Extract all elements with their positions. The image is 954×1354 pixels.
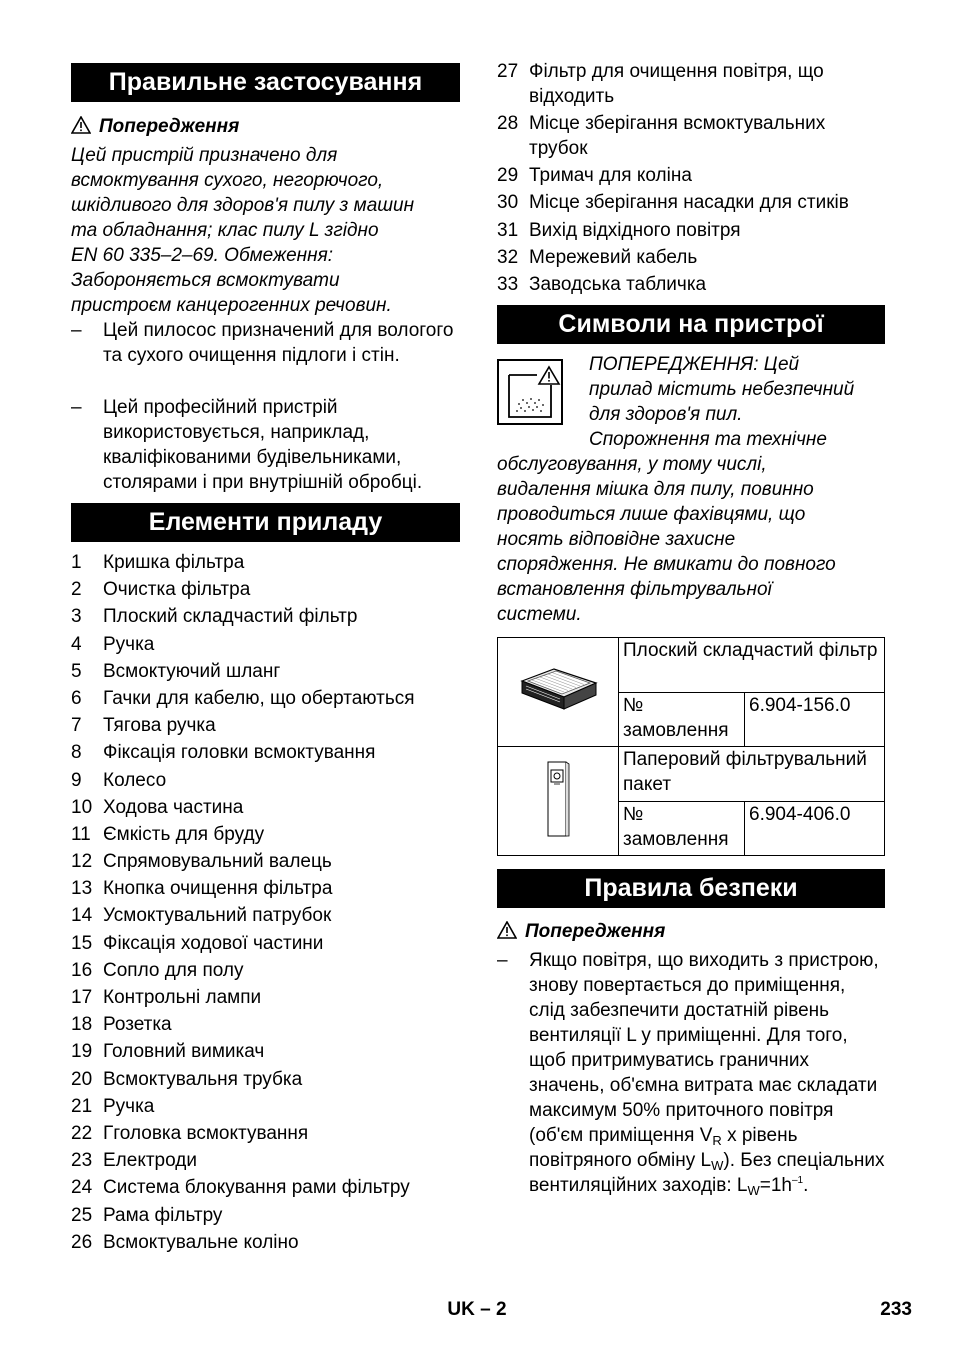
list-item <box>71 903 460 930</box>
subscript: W <box>747 1183 760 1198</box>
item-number: 26 <box>71 1231 93 1253</box>
list-item <box>497 948 885 1248</box>
text-line: трубок <box>529 138 588 159</box>
footer-section-label: UK – 2 <box>447 1299 507 1320</box>
page-number: 233 <box>880 1299 912 1320</box>
accessories-table <box>497 637 885 856</box>
item-number: 15 <box>71 932 93 954</box>
warning-title: Попередження <box>99 116 240 137</box>
item-number: 5 <box>71 660 82 682</box>
item-label: Мережевий кабель <box>529 247 698 268</box>
item-number: 4 <box>71 633 82 655</box>
item-label: Фіксація ходової частини <box>103 932 324 954</box>
list-item <box>71 822 460 849</box>
item-number: 30 <box>497 192 519 213</box>
item-label: Спрямовувальний валець <box>103 851 332 873</box>
list-item <box>71 1175 460 1202</box>
item-number: 25 <box>71 1204 93 1226</box>
item-number: 2 <box>71 579 82 601</box>
list-item <box>71 1230 460 1257</box>
item-label: Місце зберігання насадки для стиків <box>529 192 849 213</box>
text-segment: x рівень повітряного обміну L <box>529 1125 798 1171</box>
dust-hazard-icon <box>497 359 563 425</box>
item-number: 18 <box>71 1014 93 1036</box>
list-item <box>71 604 460 631</box>
item-number: 9 <box>71 769 82 791</box>
item-label: Всмоктувальня трубка <box>103 1068 303 1090</box>
part-name-cell: Паперовий фільтрувальний пакет <box>619 747 885 802</box>
list-item <box>71 1148 460 1175</box>
item-label: Система блокування рами фільтру <box>103 1177 410 1199</box>
item-number: 21 <box>71 1095 93 1117</box>
list-item <box>71 686 460 713</box>
part-name-cell: Плоский складчастий фільтр <box>619 638 885 693</box>
list-item <box>71 659 460 686</box>
text-line: відходить <box>529 86 615 107</box>
list-item <box>71 1039 460 1066</box>
subscript: W <box>711 1158 724 1173</box>
list-item <box>71 849 460 876</box>
section-heading-intended-use: Правильне застосування <box>71 63 460 102</box>
superscript: –1 <box>792 1175 804 1186</box>
section-heading-device-symbols: Символи на пристрої <box>497 305 885 344</box>
item-number: 3 <box>71 606 82 628</box>
list-item <box>71 1067 460 1094</box>
text-line: та обладнання; клас пилу L згідно <box>71 220 379 241</box>
item-number: 31 <box>497 220 519 241</box>
item-number: 33 <box>497 274 519 295</box>
item-label: Ручка <box>103 633 155 655</box>
item-number: 10 <box>71 796 93 818</box>
item-number: 12 <box>71 851 93 873</box>
warning-heading <box>71 114 239 139</box>
text-line: EN 60 335–2–69. Обмеження: <box>71 245 334 266</box>
text-line: Цей пристрій призначено для <box>71 145 338 166</box>
symbol-warning-text-full <box>497 452 885 627</box>
section-heading-safety-rules: Правила безпеки <box>497 869 885 908</box>
text-segment: =1h <box>759 1175 792 1196</box>
text-line: Забороняється всмоктувати <box>71 270 340 291</box>
item-label: Тримач для коліна <box>529 165 692 186</box>
text-line: системи. <box>497 604 582 625</box>
paper-filter-bag-icon <box>538 822 578 843</box>
item-label: Ємкість для бруду <box>103 823 265 845</box>
list-item <box>71 550 460 577</box>
item-label: Усмоктувальний патрубок <box>103 905 332 927</box>
item-label: Гачки для кабелю, що обертаються <box>103 687 415 709</box>
list-item <box>71 1121 460 1148</box>
text-segment: Якщо повітря, що виходить з пристрою, знову повертається до приміщення, слід забезпечити достатній рівень вентиляції L у приміщенні. Для того, щоб притримуватись граничних значень, об'ємна витрата має складати максимум 50% приточного повітря (об'єм приміщення V <box>529 950 879 1146</box>
item-label: Ручка <box>103 1095 155 1117</box>
list-item <box>71 395 460 495</box>
item-number: 7 <box>71 715 82 737</box>
item-number: 17 <box>71 987 93 1008</box>
text-line: видалення мішка для пилу, повинно <box>497 479 814 500</box>
item-label: Всмоктуючий шланг <box>103 660 281 682</box>
list-item-text: Цей пилосос призначений для вологого та сухого очищення підлоги і стін. <box>103 320 454 366</box>
list-item <box>71 740 460 767</box>
section-heading-device-elements: Елементи приладу <box>71 503 460 542</box>
table-cell-image <box>498 638 619 747</box>
text-line: встановлення фільтрувальної <box>497 579 772 600</box>
list-item <box>71 577 460 604</box>
text-line: шкідливого для здоров'я пилу з машин <box>71 195 415 216</box>
list-item <box>71 1094 460 1121</box>
item-number: 27 <box>497 61 519 82</box>
text-line: обслуговування, у тому числі, <box>497 454 767 475</box>
list-item-text: Цей професійний пристрій використовується, наприклад, кваліфікованими будівельниками, столярами і при внутрішній обробці. <box>103 397 423 493</box>
item-label <box>529 111 825 161</box>
text-line: Спорожнення та технічне <box>589 429 827 450</box>
intended-use-warning-text <box>71 143 460 318</box>
item-number: 22 <box>71 1122 93 1144</box>
list-item <box>71 985 460 1012</box>
item-label: Тягова ручка <box>103 715 216 737</box>
subscript: R <box>712 1133 722 1148</box>
item-number: 16 <box>71 959 93 981</box>
item-number: 32 <box>497 247 519 268</box>
item-label: Заводська табличка <box>529 274 707 295</box>
text-line: носять відповідне захисне <box>497 529 736 550</box>
dash-marker: – <box>497 950 508 971</box>
order-label-cell: № замовлення <box>619 693 745 747</box>
item-label: Вихід відхідного повітря <box>529 220 741 241</box>
item-label: Фіксація головки всмоктування <box>103 742 376 764</box>
item-number: 1 <box>71 552 82 573</box>
item-label: Плоский складчастий фільтр <box>103 606 358 628</box>
text-segment: . <box>803 1175 809 1196</box>
item-number: 28 <box>497 113 519 134</box>
item-label: Всмоктувальне коліно <box>103 1231 299 1253</box>
list-item <box>71 713 460 740</box>
dash-marker: – <box>71 397 82 418</box>
warning-heading <box>497 919 665 944</box>
item-number: 19 <box>71 1041 93 1063</box>
item-number: 23 <box>71 1150 93 1172</box>
item-label: Електроди <box>103 1150 197 1172</box>
text-segment: ). Без спеціальних вентиляційних заходів: L <box>529 1150 885 1196</box>
list-item <box>71 795 460 822</box>
safety-ventilation-text <box>529 948 885 1198</box>
table-row <box>498 747 885 802</box>
list-item <box>71 876 460 903</box>
warning-triangle-icon <box>497 921 517 939</box>
item-label: Колесо <box>103 769 167 791</box>
dash-marker: – <box>71 320 82 341</box>
item-number: 13 <box>71 878 93 900</box>
item-label: Кнопка очищення фільтра <box>103 878 333 900</box>
item-number: 14 <box>71 905 93 927</box>
table-cell-image <box>498 747 619 856</box>
list-item <box>71 318 460 393</box>
table-row <box>498 638 885 693</box>
text-line: для здоров'я пил. <box>589 404 743 425</box>
item-label <box>529 59 824 109</box>
order-number-cell: 6.904-156.0 <box>745 693 885 747</box>
text-line: Місце зберігання всмоктувальних <box>529 113 826 134</box>
list-item <box>71 632 460 659</box>
item-label: Рама фільтру <box>103 1204 223 1226</box>
symbol-warning-text-short <box>589 352 889 452</box>
item-label: Ходова частина <box>103 796 244 818</box>
warning-triangle-icon <box>71 116 91 134</box>
device-elements-list <box>71 550 460 1257</box>
item-number: 24 <box>71 1177 93 1199</box>
list-item <box>71 768 460 795</box>
list-item <box>71 1012 460 1039</box>
text-line: проводиться лише фахівцями, що <box>497 504 806 525</box>
list-item <box>71 1203 460 1230</box>
item-label: Головний вимикач <box>103 1041 265 1063</box>
text-line: всмоктування сухого, негорючого, <box>71 170 384 191</box>
order-number-cell: 6.904-406.0 <box>745 802 885 856</box>
warning-title: Попередження <box>525 921 666 942</box>
list-item <box>71 958 460 985</box>
text-line: пристроєм канцерогенних речовин. <box>71 295 392 316</box>
text-line: Фільтр для очищення повітря, що <box>529 61 824 82</box>
item-label: Гголовка всмоктування <box>103 1122 309 1144</box>
text-line: спорядження. Не вмикати до повного <box>497 554 836 575</box>
item-number: 29 <box>497 165 519 186</box>
item-number: 20 <box>71 1068 93 1090</box>
item-label: Контрольні лампи <box>103 987 262 1008</box>
text-line: ПОПЕРЕДЖЕННЯ: Цей <box>589 354 800 375</box>
text-line: прилад містить небезпечний <box>589 379 855 400</box>
item-label: Розетка <box>103 1014 172 1036</box>
order-label-cell: № замовлення <box>619 802 745 856</box>
item-label: Кришка фільтра <box>103 552 245 573</box>
item-number: 6 <box>71 687 82 709</box>
item-label: Очистка фільтра <box>103 579 251 601</box>
item-number: 8 <box>71 742 82 764</box>
list-item <box>71 931 460 958</box>
flat-pleated-filter-icon <box>516 703 600 724</box>
item-label: Сопло для полу <box>103 959 244 981</box>
item-number: 11 <box>71 823 91 845</box>
